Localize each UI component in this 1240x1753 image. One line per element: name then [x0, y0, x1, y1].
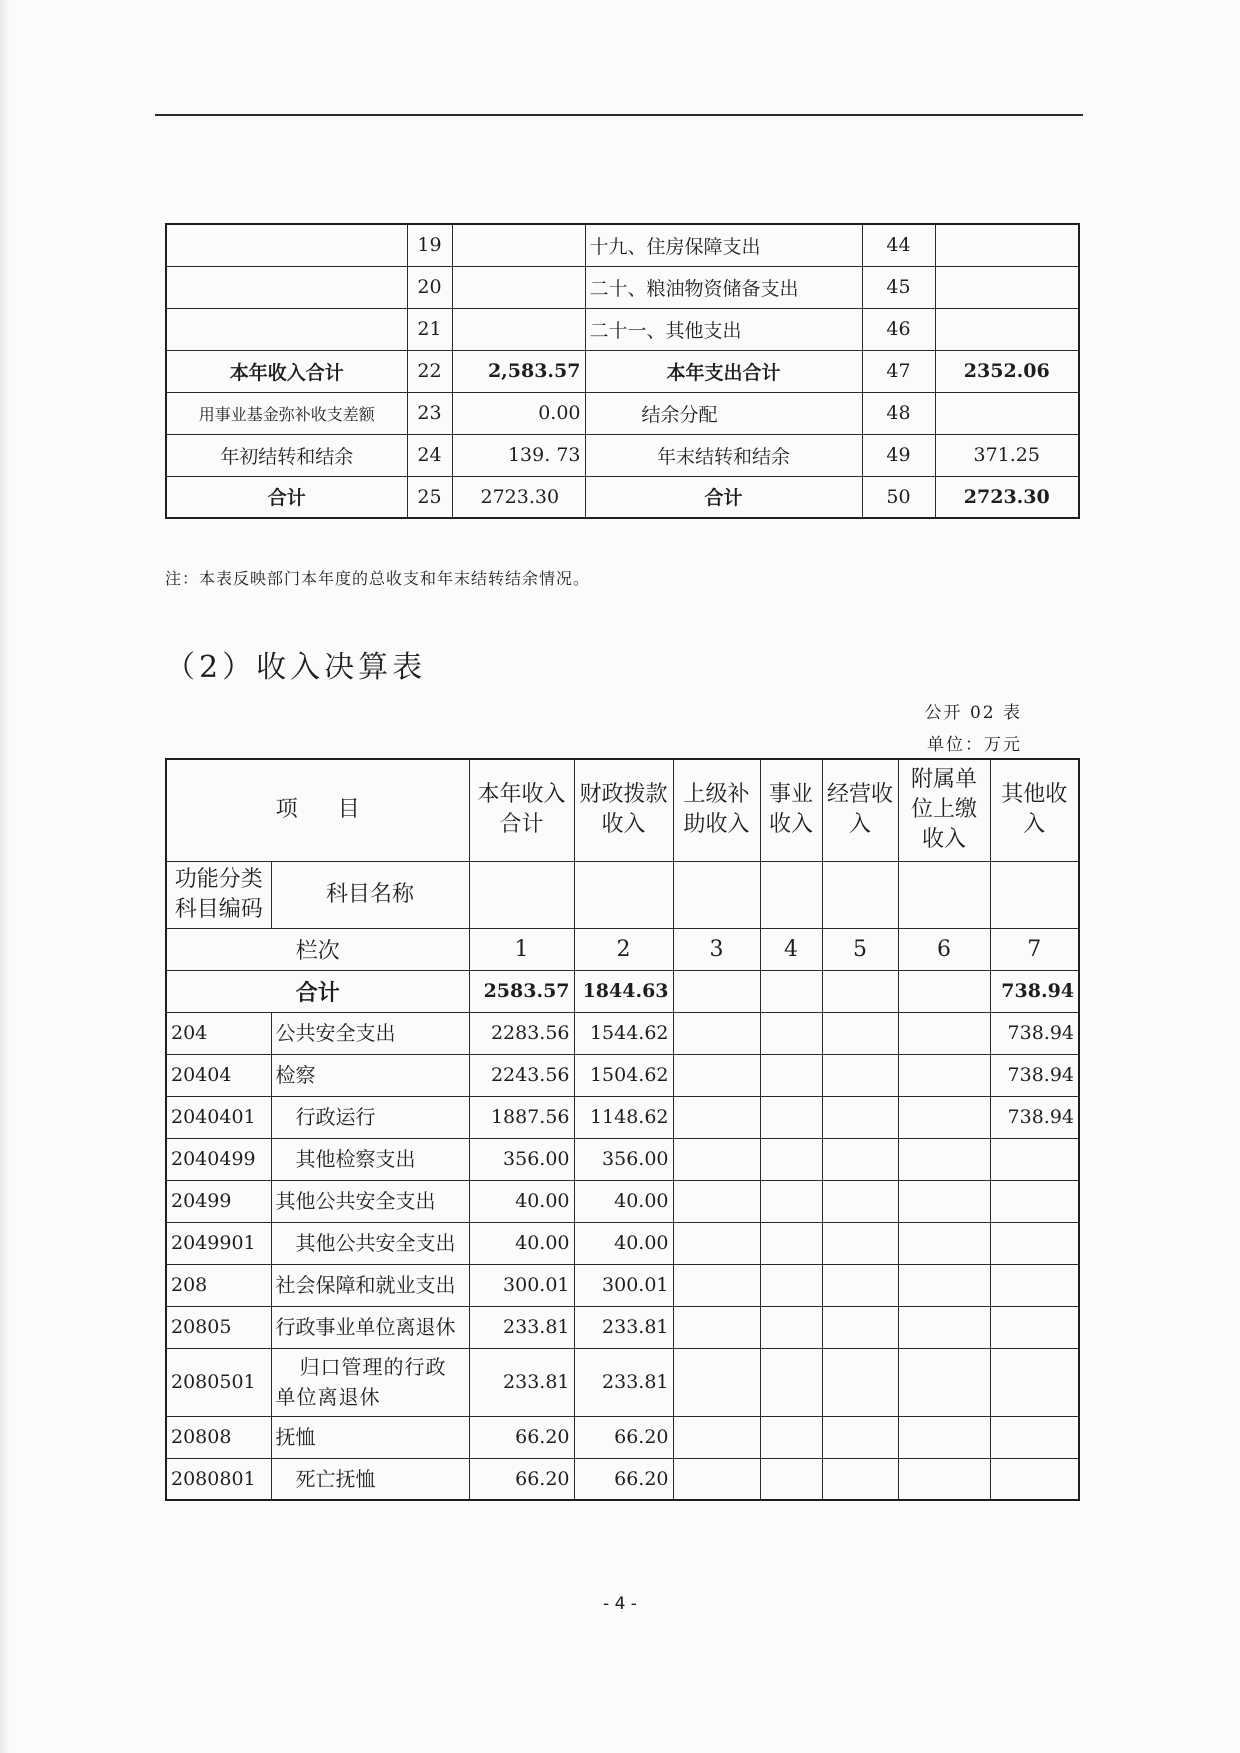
right-value [935, 224, 1079, 266]
c1: 233.81 [469, 1348, 574, 1416]
subject-name: 其他检察支出 [271, 1138, 469, 1180]
left-no: 23 [407, 392, 452, 434]
col-header: 经营收入 [822, 759, 898, 861]
rank-number: 7 [990, 928, 1079, 970]
right-label: 二十、粮油物资储备支出 [585, 266, 862, 308]
table-row [166, 224, 1079, 266]
rank-number: 4 [760, 928, 822, 970]
left-value: 139. 73 [452, 434, 585, 476]
right-value [935, 308, 1079, 350]
rank-number: 6 [898, 928, 990, 970]
c7 [990, 1138, 1079, 1180]
c1: 40.00 [469, 1222, 574, 1264]
right-no: 44 [862, 224, 935, 266]
function-code: 2080501 [166, 1348, 271, 1416]
c7 [990, 1416, 1079, 1458]
table-row [166, 1096, 1079, 1138]
subject-name: 死亡抚恤 [271, 1458, 469, 1500]
table-row [166, 1138, 1079, 1180]
table-row [166, 266, 1079, 308]
right-no: 47 [862, 350, 935, 392]
c1: 356.00 [469, 1138, 574, 1180]
left-value [452, 224, 585, 266]
table-row [166, 1416, 1079, 1458]
table-row [166, 308, 1079, 350]
page-edge-shadow [0, 0, 10, 1753]
c2: 40.00 [574, 1222, 673, 1264]
c7: 738.94 [990, 1054, 1079, 1096]
col-header: 附属单位上缴收入 [898, 759, 990, 861]
left-label: 合计 [166, 476, 407, 518]
c2: 40.00 [574, 1180, 673, 1222]
c1: 233.81 [469, 1306, 574, 1348]
left-no: 25 [407, 476, 452, 518]
rank-label: 栏次 [166, 928, 469, 970]
left-no: 19 [407, 224, 452, 266]
c1: 1887.56 [469, 1096, 574, 1138]
left-no: 20 [407, 266, 452, 308]
left-value [452, 308, 585, 350]
rank-number: 2 [574, 928, 673, 970]
page-number: - 4 - [603, 1594, 637, 1614]
right-no: 50 [862, 476, 935, 518]
table-row [166, 1222, 1079, 1264]
col-header: 财政拨款收入 [574, 759, 673, 861]
table-row [166, 392, 1079, 434]
subject-name: 社会保障和就业支出 [271, 1264, 469, 1306]
left-no: 24 [407, 434, 452, 476]
col-header: 事业收入 [760, 759, 822, 861]
left-label: 年初结转和结余 [166, 434, 407, 476]
c1: 300.01 [469, 1264, 574, 1306]
left-label: 用事业基金弥补收支差额 [166, 392, 407, 434]
left-value: 2,583.57 [452, 350, 585, 392]
right-no: 46 [862, 308, 935, 350]
table-row [166, 350, 1079, 392]
subheader-row [166, 861, 1079, 928]
rank-row [166, 928, 1079, 970]
function-code: 20805 [166, 1306, 271, 1348]
code-header: 功能分类科目编码 [166, 861, 271, 928]
total-c1: 2583.57 [469, 970, 574, 1012]
c2: 66.20 [574, 1416, 673, 1458]
c2: 1544.62 [574, 1012, 673, 1054]
table-row [166, 1054, 1079, 1096]
left-label [166, 266, 407, 308]
right-label: 二十一、其他支出 [585, 308, 862, 350]
right-label: 本年支出合计 [585, 350, 862, 392]
function-code: 2040401 [166, 1096, 271, 1138]
c1: 66.20 [469, 1416, 574, 1458]
subject-name: 抚恤 [271, 1416, 469, 1458]
function-code: 208 [166, 1264, 271, 1306]
subject-name: 其他公共安全支出 [271, 1222, 469, 1264]
c2: 233.81 [574, 1306, 673, 1348]
subject-name: 公共安全支出 [271, 1012, 469, 1054]
right-value [935, 266, 1079, 308]
table-row [166, 1306, 1079, 1348]
header-row [166, 759, 1079, 861]
table-row [166, 434, 1079, 476]
function-code: 20499 [166, 1180, 271, 1222]
right-label: 十九、住房保障支出 [585, 224, 862, 266]
c7 [990, 1264, 1079, 1306]
col-header: 本年收入合计 [469, 759, 574, 861]
subject-name: 其他公共安全支出 [271, 1180, 469, 1222]
left-value [452, 266, 585, 308]
c2: 1148.62 [574, 1096, 673, 1138]
table-row [166, 1348, 1079, 1416]
left-value: 2723.30 [452, 476, 585, 518]
right-label: 结余分配 [585, 392, 862, 434]
function-code: 20404 [166, 1054, 271, 1096]
right-value: 371.25 [935, 434, 1079, 476]
subject-name: 检察 [271, 1054, 469, 1096]
item-header: 项目 [166, 759, 469, 861]
function-code: 2040499 [166, 1138, 271, 1180]
c2: 66.20 [574, 1458, 673, 1500]
income-expense-summary-table [165, 223, 1080, 519]
total-label: 合计 [166, 970, 469, 1012]
right-label: 年末结转和结余 [585, 434, 862, 476]
table-row [166, 476, 1079, 518]
rank-number: 3 [673, 928, 760, 970]
c7 [990, 1180, 1079, 1222]
function-code: 2080801 [166, 1458, 271, 1500]
left-no: 21 [407, 308, 452, 350]
section-title: （2）收入决算表 [165, 650, 427, 685]
c2: 300.01 [574, 1264, 673, 1306]
table-row [166, 1012, 1079, 1054]
table-row [166, 1180, 1079, 1222]
table-row [166, 1264, 1079, 1306]
left-label: 本年收入合计 [166, 350, 407, 392]
rank-number: 5 [822, 928, 898, 970]
col-header: 上级补助收入 [673, 759, 760, 861]
c1: 66.20 [469, 1458, 574, 1500]
total-row [166, 970, 1079, 1012]
subject-name: 行政事业单位离退休 [271, 1306, 469, 1348]
right-value [935, 392, 1079, 434]
function-code: 2049901 [166, 1222, 271, 1264]
c1: 2243.56 [469, 1054, 574, 1096]
subject-name: 行政运行 [271, 1096, 469, 1138]
header-rule [155, 114, 1083, 116]
left-no: 22 [407, 350, 452, 392]
right-no: 45 [862, 266, 935, 308]
left-label [166, 308, 407, 350]
c7 [990, 1348, 1079, 1416]
right-no: 49 [862, 434, 935, 476]
subject-name: 归口管理的行政单位离退休 [271, 1348, 469, 1416]
right-label: 合计 [585, 476, 862, 518]
c7 [990, 1458, 1079, 1500]
table-row [166, 1458, 1079, 1500]
right-no: 48 [862, 392, 935, 434]
total-c7: 738.94 [990, 970, 1079, 1012]
total-c2: 1844.63 [574, 970, 673, 1012]
unit-label: 单位：万元 [927, 735, 1022, 755]
c7 [990, 1222, 1079, 1264]
c7: 738.94 [990, 1096, 1079, 1138]
left-label [166, 224, 407, 266]
left-value: 0.00 [452, 392, 585, 434]
c1: 2283.56 [469, 1012, 574, 1054]
table-note: 注：本表反映部门本年度的总收支和年末结转结余情况。 [165, 569, 591, 588]
c2: 233.81 [574, 1348, 673, 1416]
c1: 40.00 [469, 1180, 574, 1222]
function-code: 204 [166, 1012, 271, 1054]
name-header: 科目名称 [271, 861, 469, 928]
income-final-account-table [165, 758, 1080, 1501]
right-value: 2723.30 [935, 476, 1079, 518]
col-header: 其他收入 [990, 759, 1079, 861]
c7 [990, 1306, 1079, 1348]
right-value: 2352.06 [935, 350, 1079, 392]
rank-number: 1 [469, 928, 574, 970]
c2: 356.00 [574, 1138, 673, 1180]
form-number: 公开 02 表 [924, 703, 1022, 723]
c2: 1504.62 [574, 1054, 673, 1096]
function-code: 20808 [166, 1416, 271, 1458]
c7: 738.94 [990, 1012, 1079, 1054]
